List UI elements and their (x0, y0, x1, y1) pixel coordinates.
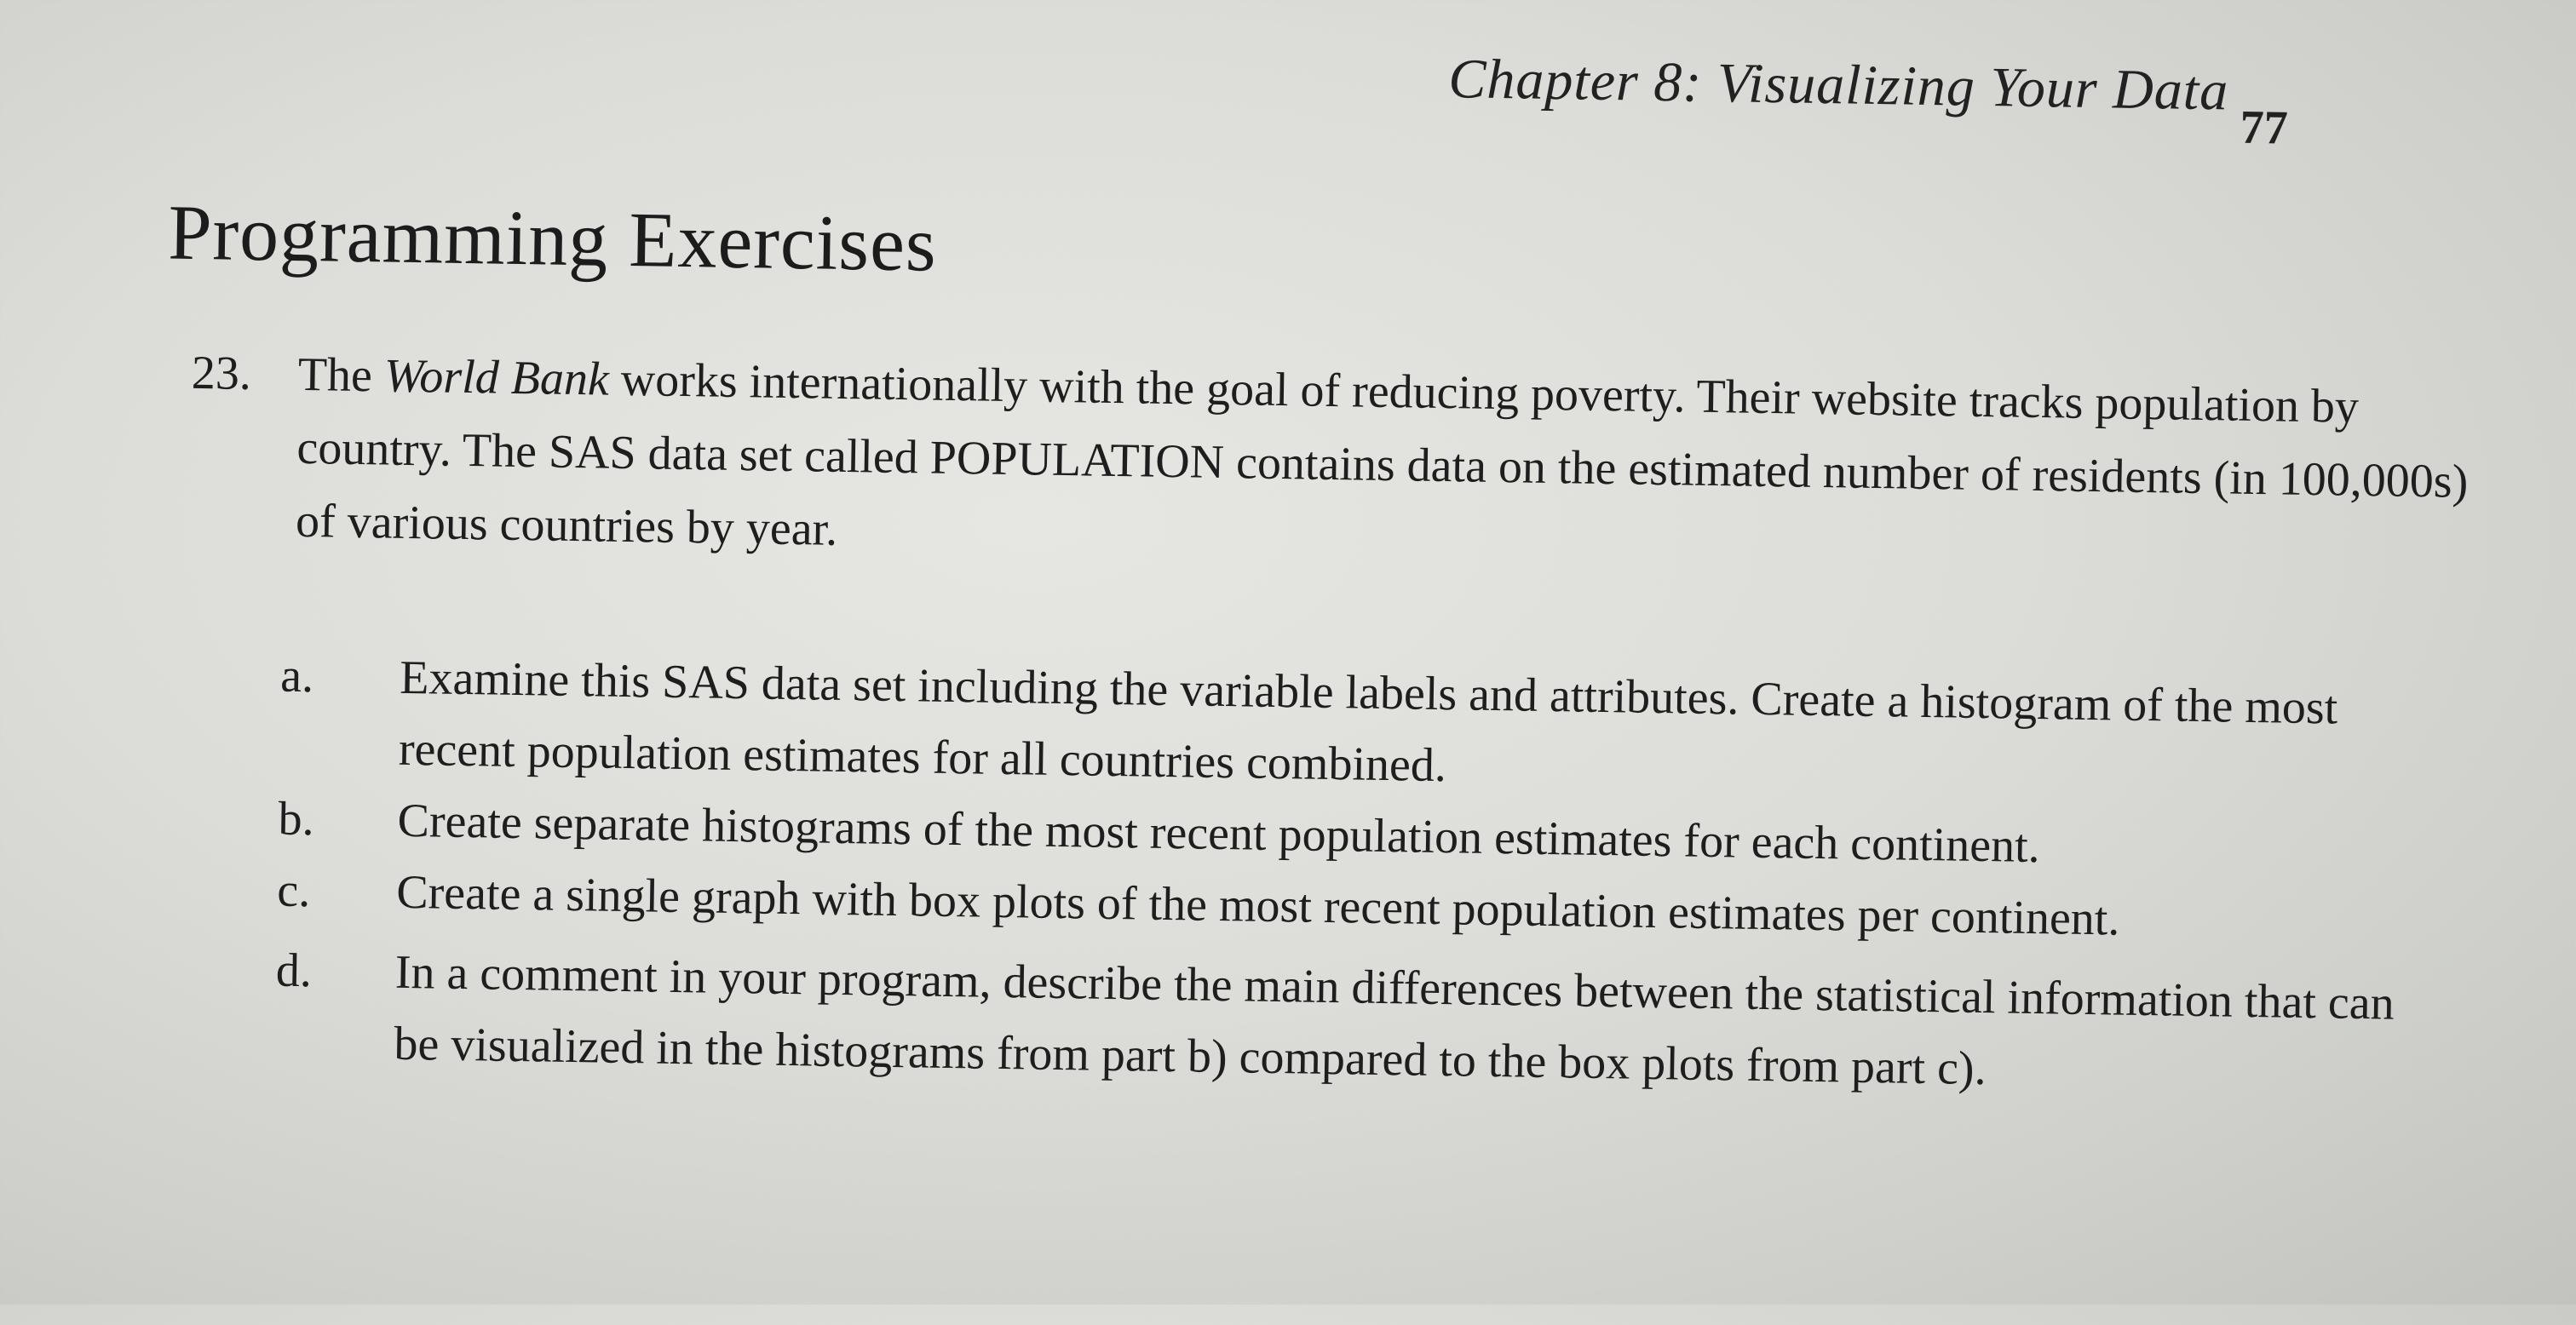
exercise-body (296, 338, 2475, 592)
running-head: Chapter 8: Visualizing Your Data (1447, 48, 2229, 123)
part-d-text: In a comment in your program, describe the main differences between the statistical information that can be visualized in the histograms from part b) compared to the box plots from part c). (394, 945, 2395, 1096)
part-b-text: Create separate histograms of the most recent population estimates for each continent. (397, 794, 2041, 874)
part-b-marker: b. (278, 792, 315, 846)
exercise-text-italic: World Bank (383, 349, 610, 406)
exercise-number: 23. (191, 346, 252, 401)
exercise-text-before: The (297, 347, 385, 403)
exercise-23 (189, 336, 2475, 592)
part-a-text: Examine this SAS data set including the variable labels and attributes. Create a histogram of the most recent population estimates for all countries combined. (398, 651, 2338, 793)
section-title: Programming Exercises (167, 188, 938, 288)
exercise-parts (274, 640, 2453, 1112)
part-a-marker: a. (279, 649, 314, 703)
page-number: 77 (2240, 100, 2289, 155)
part-c-marker: c. (276, 863, 311, 918)
part-c-text: Create a single graph with box plots of the most recent population estimates per continent. (395, 865, 2120, 946)
part-d (274, 935, 2448, 1112)
exercise-text-after: works internationally with the goal of reducing poverty. Their website tracks population by country. The SAS data set called POPULATION contains data on the estimated number of residents (in 100,000s) of various countries by year. (295, 353, 2469, 556)
part-d-marker: d. (275, 944, 313, 998)
